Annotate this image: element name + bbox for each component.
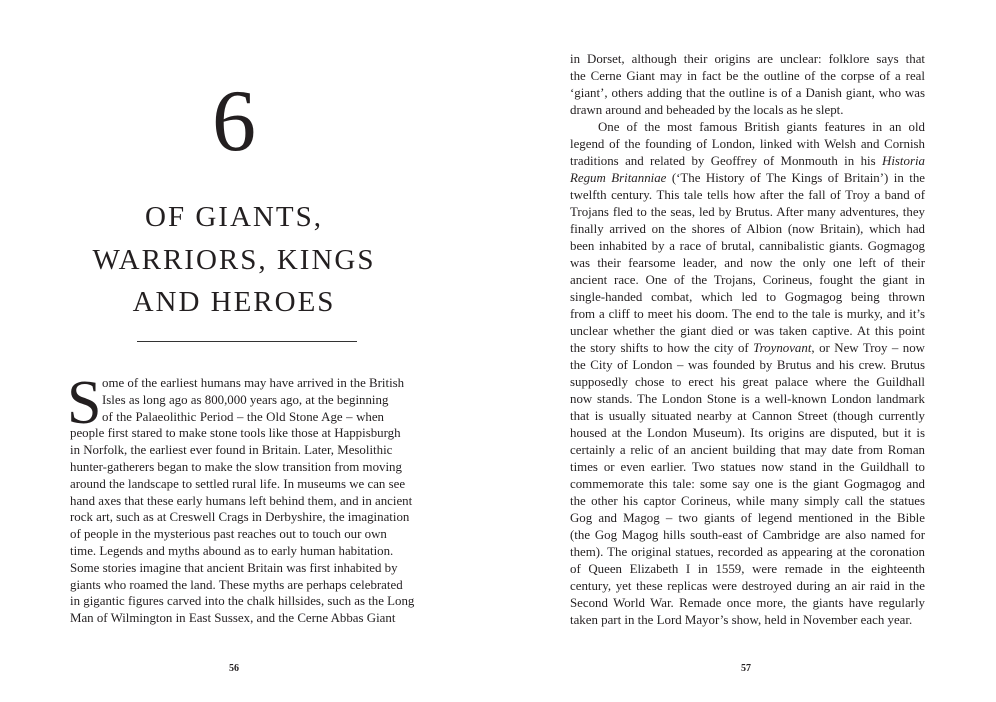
page-number: 57 [741, 663, 751, 674]
text-line: around the landscape to settled rural life. In museums we can see [70, 476, 406, 491]
text-segment: taken part in the Lord Mayor’s show, held in November each year. [570, 613, 913, 627]
text-line: in gigantic figures carved into the chalk hillsides, such as the Long [70, 594, 415, 609]
chapter-title [64, 196, 404, 324]
text-segment: been inhabited by a race of brutal, cannibalistic giants. Gogmagog [570, 239, 925, 253]
text-line: ome of the earliest humans may have arrived in the British [102, 376, 405, 390]
text-line [570, 340, 925, 357]
text-segment: , or New Troy – now [811, 341, 925, 355]
text-line [570, 442, 925, 459]
text-segment: ‘giant’, others adding that the outline is of a Danish giant, who was [570, 86, 925, 100]
text-line [570, 136, 925, 153]
page-number: 56 [229, 663, 239, 674]
text-line [570, 272, 925, 289]
text-segment: Gog and Magog – two giants of legend mentioned in the Bible [570, 511, 925, 525]
text-line: giants who roamed the land. These myths are perhaps celebrated [70, 577, 403, 592]
text-segment: finally arrived on the shores of Albion (now Britain), which had [570, 222, 925, 236]
text-line [570, 459, 925, 476]
chapter-number: 6 [212, 73, 256, 170]
text-line [570, 170, 925, 187]
text-line [570, 102, 925, 119]
text-line [570, 425, 925, 442]
chapter-title-line: OF GIANTS, [145, 201, 323, 233]
text-line [570, 323, 925, 340]
text-line [570, 578, 925, 595]
text-line: time. Legends and myths abound as to early human habitation. [70, 543, 394, 558]
text-line [570, 510, 925, 527]
text-segment: One of the most famous British giants features in an old [598, 120, 925, 134]
text-segment: supposedly chose to erect his great palace where the Guildhall [570, 375, 925, 389]
text-segment: of Queen Elizabeth I in 1559, were remade in the eighteenth [570, 562, 925, 576]
chapter-title-line: AND HEROES [132, 286, 336, 318]
text-segment: the story shifts to how the city of [570, 341, 754, 355]
text-segment: Trojans fled to the seas, led by Brutus. After many adventures, they [570, 205, 925, 219]
body-text-right [570, 51, 925, 629]
text-segment: in Dorset, although their origins are unclear: folklore says that [570, 52, 925, 66]
italic-title: Troynovant [753, 341, 812, 355]
text-segment: certainly a relic of an ancient building that may date from Roman [570, 443, 925, 457]
drop-cap: S [67, 369, 102, 437]
text-line [570, 476, 925, 493]
text-line [570, 153, 925, 170]
text-line [570, 306, 925, 323]
text-line [570, 561, 925, 578]
text-line [570, 255, 925, 272]
text-line: Man of Wilmington in East Sussex, and the Cerne Abbas Giant [70, 611, 396, 626]
text-line [570, 544, 925, 561]
text-line [570, 595, 925, 612]
italic-title: Historia [882, 154, 925, 168]
text-line [570, 527, 925, 544]
text-line: Isles as long ago as 800,000 years ago, at the beginning [102, 392, 389, 407]
text-segment: (‘The History of The Kings of Britain’) in the [666, 171, 926, 185]
text-segment: unclear whether the giant died or was taken captive. At this point [570, 324, 925, 338]
text-line: in Norfolk, the earliest ever found in Britain. Later, Mesolithic [70, 443, 393, 458]
text-segment: was their fearsome leader, and now the only one left of their [570, 256, 925, 270]
text-line [570, 187, 925, 204]
text-segment: that is usually situated nearby at Cannon Street (though currently [570, 409, 925, 423]
text-segment: drawn around and beheaded by the locals as he slept. [570, 103, 844, 117]
text-segment: ancient race. One of the Trojans, Corineus, fought the giant in [570, 273, 925, 287]
text-line: hand axes that these early humans left behind them, and in ancient [70, 493, 413, 508]
text-line: people first stared to make stone tools like those at Happisburgh [70, 426, 401, 441]
text-segment: now stands. The London Stone is a well-known London landmark [570, 392, 925, 406]
text-segment: the Cerne Giant may in fact be the outline of the corpse of a real [570, 69, 925, 83]
text-segment: commemorate this tale: some say one is the giant Gogmagog and [570, 477, 925, 491]
body-text-left [67, 369, 415, 627]
chapter-title-line: WARRIORS, KINGS [92, 243, 376, 276]
text-line [570, 408, 925, 425]
title-divider [137, 341, 357, 342]
text-line [570, 68, 925, 85]
text-line: of the Palaeolithic Period – the Old Stone Age – when [102, 409, 384, 424]
text-segment: times or even earlier. Two statues now stand in the Guildhall to [570, 460, 925, 474]
text-line: rock art, such as at Creswell Crags in Derbyshire, the imagination [70, 510, 410, 525]
text-line [570, 238, 925, 255]
text-segment: them). The original statues, recorded as appearing at the coronation [570, 545, 925, 559]
text-segment: Second World War. Remade once more, the giants have regularly [570, 596, 925, 610]
text-segment: traditions and related by Geoffrey of Monmouth in his [570, 154, 883, 168]
text-line [570, 374, 925, 391]
text-line [570, 612, 925, 629]
text-segment: single-handed combat, which led to Gogmagog being thrown [570, 290, 925, 304]
text-segment: housed at the London Museum). Its origins are disputed, but it is [570, 426, 925, 440]
text-line [570, 289, 925, 306]
text-segment: century, yet these replicas were destroyed during an air raid in the [570, 579, 925, 593]
text-line [570, 85, 925, 102]
text-line: of people in the mysterious past reaches out to touch our own [70, 527, 387, 542]
text-line [570, 221, 925, 238]
text-line [570, 357, 925, 374]
text-line [570, 51, 925, 68]
text-segment: the other his captor Corineus, while many simply call the statues [570, 494, 925, 508]
text-line: Some stories imagine that ancient Britain was first inhabited by [70, 560, 398, 575]
text-segment: the City of London – was founded by Brutus and his crew. Brutus [570, 358, 925, 372]
right-page [498, 0, 996, 702]
text-line [570, 391, 925, 408]
italic-title: Regum Britanniae [570, 171, 667, 185]
text-segment: (the Gog Magog hills south-east of Cambridge are also named for [570, 528, 925, 542]
text-line [570, 204, 925, 221]
text-segment: twelfth century. This tale tells how after the fall of Troy a band of [570, 188, 925, 202]
text-line [570, 493, 925, 510]
text-segment: from a cliff to meet his doom. The end to the tale is murky, and it’s [570, 307, 925, 321]
text-line [570, 119, 925, 136]
text-line: hunter-gatherers began to make the slow transition from moving [70, 459, 402, 474]
text-segment: legend of the founding of London, linked with Welsh and Cornish [570, 137, 925, 151]
